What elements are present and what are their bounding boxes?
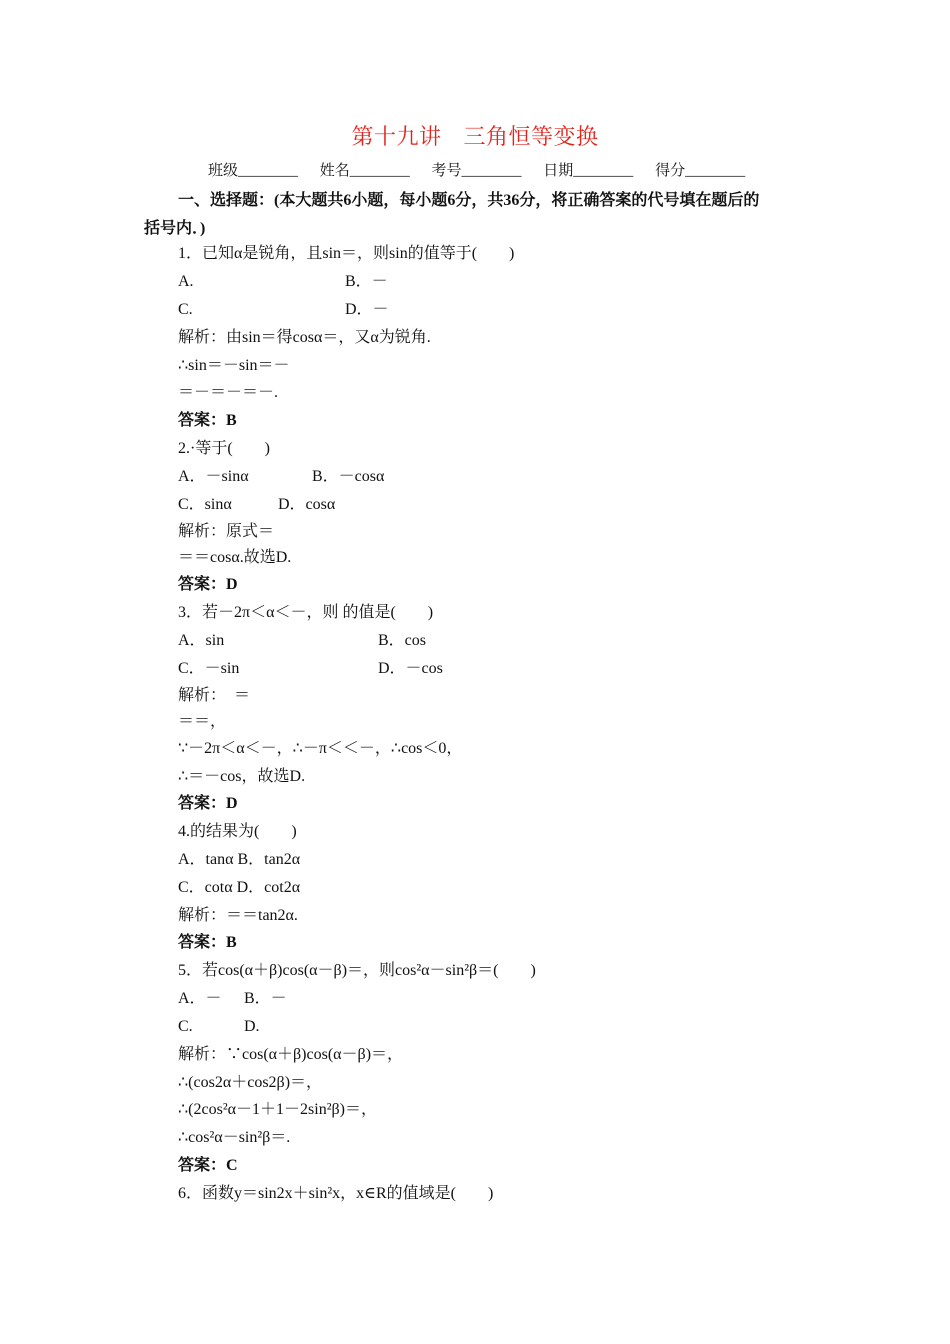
q2-option-b: B．－cosα bbox=[312, 468, 385, 485]
q1-answer: 答案：B bbox=[178, 412, 237, 429]
class-field: 班级________ bbox=[208, 163, 299, 179]
section-heading bbox=[144, 187, 818, 243]
q5-option-d: D. bbox=[244, 1018, 260, 1035]
exam-number-field: 考号________ bbox=[431, 163, 522, 179]
q3-answer: 答案：D bbox=[178, 795, 238, 812]
section-heading-line2: 括号内．) bbox=[144, 220, 206, 237]
q5-option-b: B．－ bbox=[244, 990, 287, 1007]
q2-answer: 答案：D bbox=[178, 576, 238, 593]
q3-option-c: C．－sin bbox=[178, 660, 240, 677]
q1-solution-line2: ∴sin＝－sin＝－ bbox=[178, 357, 290, 374]
q1-option-d: D．－ bbox=[345, 301, 389, 318]
q5-solution-line1: 解析：∵cos(α＋β)cos(α－β)＝， bbox=[178, 1046, 404, 1063]
q2-stem: 2.·等于( ) bbox=[178, 440, 270, 457]
q3-option-a: A．sin bbox=[178, 632, 225, 649]
q3-solution-line3: ∵－2π＜α＜－，∴－π＜＜－，∴cos＜0， bbox=[178, 740, 463, 757]
score-field: 得分________ bbox=[655, 163, 746, 179]
q2-solution-line2: ＝＝cosα.故选D. bbox=[178, 549, 292, 566]
student-info-fields bbox=[208, 159, 763, 180]
q1-solution-line3: ＝－＝－＝－. bbox=[178, 384, 279, 401]
q3-option-b: B．cos bbox=[378, 632, 427, 649]
q3-solution-line4: ∴＝－cos，故选D. bbox=[178, 768, 306, 785]
q3-stem: 3．若－2π＜α＜－，则 的值是( ) bbox=[178, 604, 434, 621]
q2-option-a: A．－sinα bbox=[178, 468, 249, 485]
q3-solution-line1: 解析： ＝ bbox=[178, 687, 251, 704]
q2-option-c: C．sinα bbox=[178, 496, 232, 513]
q1-option-a: A. bbox=[178, 273, 194, 290]
q5-answer: 答案：C bbox=[178, 1157, 238, 1174]
q1-option-b: B．－ bbox=[345, 273, 388, 290]
q5-option-a: A．－ bbox=[178, 990, 222, 1007]
q1-stem: 1．已知α是锐角，且sin＝，则sin的值等于( ) bbox=[178, 245, 515, 262]
q5-option-c: C. bbox=[178, 1018, 193, 1035]
q1-solution-line1: 解析：由sin＝得cosα＝，又α为锐角. bbox=[178, 329, 431, 346]
q5-stem: 5．若cos(α＋β)cos(α－β)＝，则cos²α－sin²β＝( ) bbox=[178, 962, 536, 979]
title-topic: 三角恒等变换 bbox=[463, 124, 599, 149]
q4-answer: 答案：B bbox=[178, 934, 237, 951]
q4-options-ab: A．tanα B．tan2α bbox=[178, 851, 301, 868]
q4-solution-line1: 解析：＝＝tan2α. bbox=[178, 907, 298, 924]
q1-option-c: C. bbox=[178, 301, 193, 318]
title-lecture: 第十九讲 bbox=[351, 124, 442, 149]
section-heading-line1: 一、选择题：(本大题共6小题，每小题6分，共36分，将正确答案的代号填在题后的 bbox=[178, 192, 760, 209]
date-field: 日期________ bbox=[543, 163, 634, 179]
q4-stem: 4.的结果为( ) bbox=[178, 823, 297, 840]
q3-solution-line2: ＝＝， bbox=[178, 713, 227, 730]
page-title bbox=[0, 120, 950, 151]
q5-solution-line4: ∴cos²α－sin²β＝. bbox=[178, 1129, 291, 1146]
q5-solution-line3: ∴(2cos²α－1＋1－2sin²β)＝， bbox=[178, 1101, 377, 1118]
q6-stem: 6．函数y＝sin2x＋sin²x，x∈R的值域是( ) bbox=[178, 1185, 494, 1202]
q5-solution-line2: ∴(cos2α＋cos2β)＝， bbox=[178, 1074, 323, 1091]
q2-option-d: D．cosα bbox=[278, 496, 336, 513]
q2-solution-line1: 解析：原式＝ bbox=[178, 523, 275, 540]
q3-option-d: D．－cos bbox=[378, 660, 443, 677]
q4-options-cd: C．cotα D．cot2α bbox=[178, 879, 301, 896]
name-field: 姓名________ bbox=[319, 163, 410, 179]
